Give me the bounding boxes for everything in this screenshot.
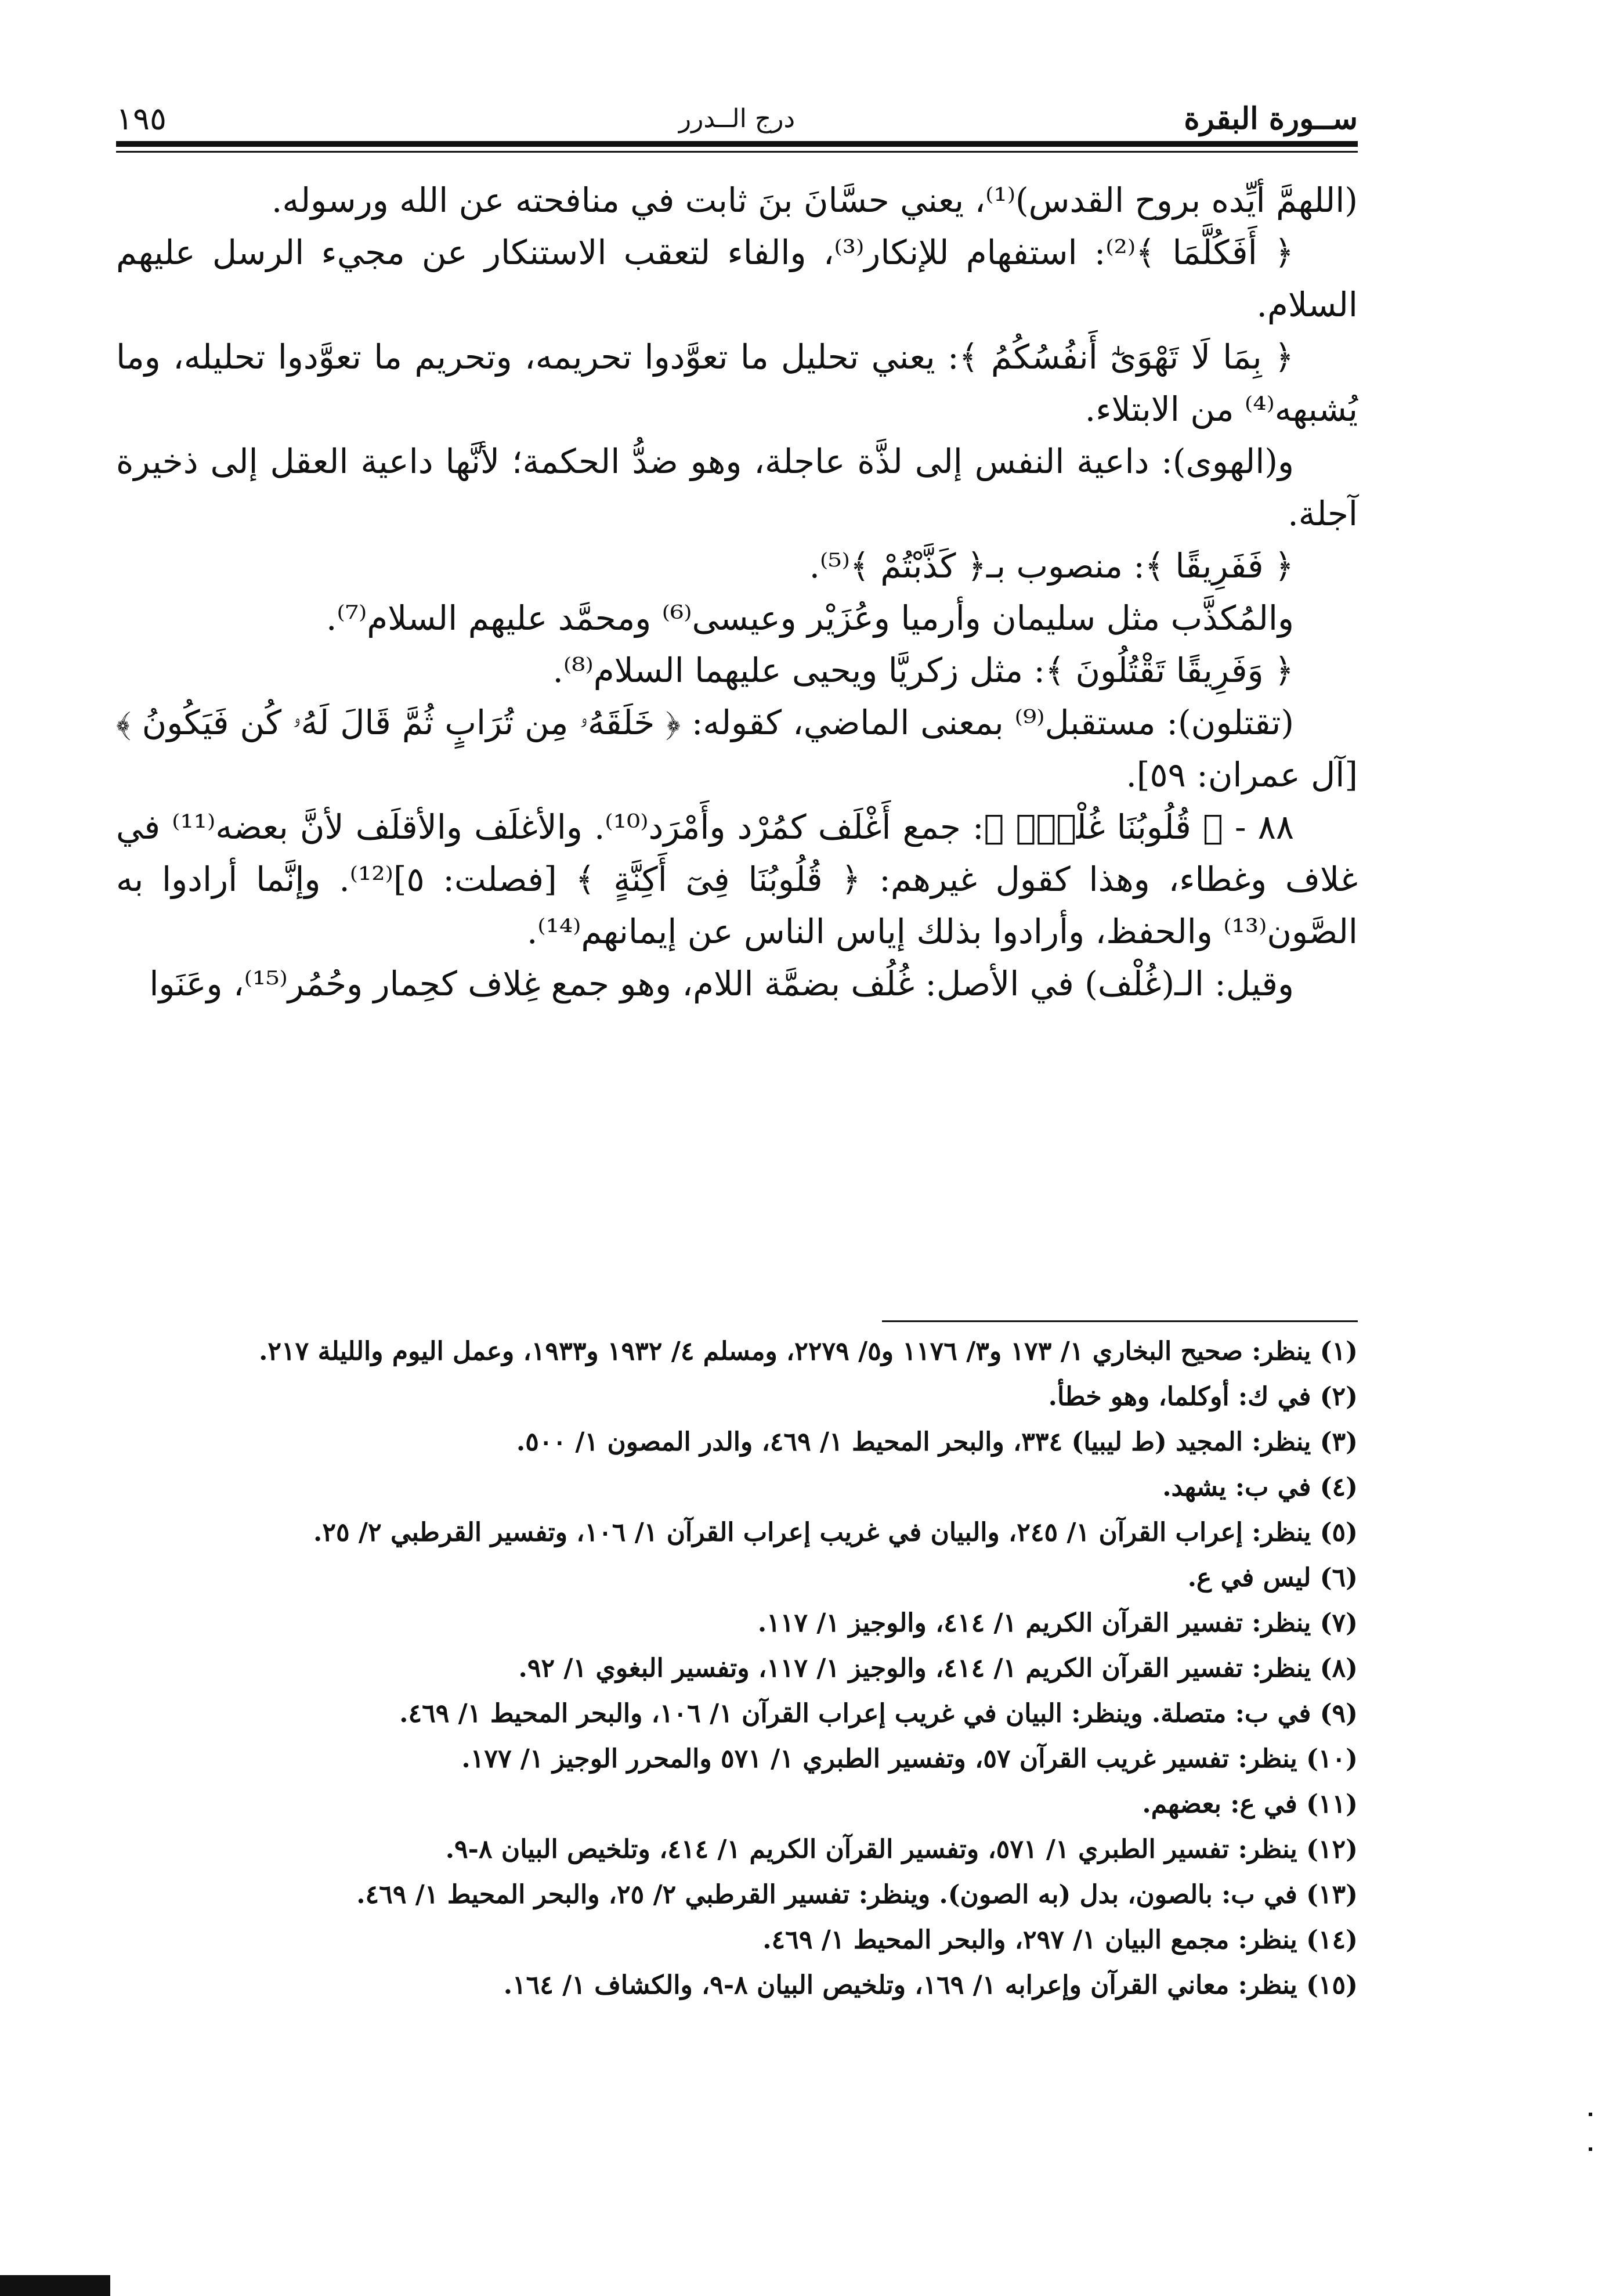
book-title: درج الــدرر	[678, 104, 796, 133]
main-text	[116, 174, 1358, 1010]
paragraph-8: (تقتلون): مستقبل⁽⁹⁾ بمعنى الماضي، كقوله: ﴿ خَلَقَهُۥ مِن تُرَابٍ ثُمَّ قَالَ لَهُۥ كُن فَيَكُونُ ﴾ [آل عمران: ٥٩].	[116, 703, 1358, 795]
footnote-1: (١) ينظر: صحيح البخاري ١/ ١٧٣ و٣/ ١١٧٦ و٥/ ٢٢٧٩، ومسلم ٤/ ١٩٣٢ و١٩٣٣، وعمل اليوم والليلة ٢١٧.	[259, 1337, 1358, 1366]
paragraph-7: ﴿ وَفَرِيقًا تَقْتُلُونَ ﴾: مثل زكريَّا ويحيى عليهما السلام⁽⁸⁾.	[552, 651, 1294, 690]
paragraph-10: وقيل: الـ(غُلْف) في الأصل: غُلُف بضمَّة اللام، وهو جمع غِلاف كحِمار وحُمُر⁽¹⁵⁾، وعَنَوا	[149, 964, 1294, 1003]
footnote-7: (٧) ينظر: تفسير القرآن الكريم ١/ ٤١٤، والوجيز ١/ ١١٧.	[757, 1608, 1358, 1638]
footnote-6: (٦) ليس في ع.	[1187, 1563, 1358, 1593]
page-header	[116, 99, 1358, 139]
paragraph-4: و(الهوى): داعية النفس إلى لذَّة عاجلة، وهو ضدُّ الحكمة؛ لأنَّها داعية العقل إلى ذخيرة آجلة.	[116, 442, 1358, 533]
surah-title: ســورة البقرة	[1184, 101, 1358, 136]
scan-speck	[1589, 2147, 1592, 2151]
footnote-3: (٣) ينظر: المجيد (ط ليبيا) ٣٣٤، والبحر المحيط ١/ ٤٦٩، والدر المصون ١/ ٥٠٠.	[516, 1427, 1358, 1457]
footnotes	[116, 1329, 1358, 2008]
footnote-2: (٢) في ك: أوكلما، وهو خطأ.	[1048, 1382, 1358, 1411]
scan-edge-mark	[0, 2275, 110, 2296]
footnote-11: (١١) في ع: بعضهم.	[1142, 1789, 1358, 1819]
paragraph-1: (اللهمَّ أيِّده بروح القدس)⁽¹⁾، يعني حسَّانَ بنَ ثابت في منافحته عن الله ورسوله.	[271, 180, 1358, 220]
paragraph-5: ﴿ فَفَرِيقًا ﴾: منصوب بـ﴿ كَذَّبْتُمْ ﴾⁽⁵⁾.	[809, 546, 1294, 586]
footnote-8: (٨) ينظر: تفسير القرآن الكريم ١/ ٤١٤، والوجيز ١/ ١١٧، وتفسير البغوي ١/ ٩٢.	[518, 1654, 1358, 1683]
page-number: ١٩٥	[116, 100, 167, 137]
footnote-13: (١٣) في ب: بالصون، بدل (به الصون). وينظر: تفسير القرطبي ٢/ ٢٥، والبحر المحيط ١/ ٤٦٩.	[356, 1880, 1358, 1909]
footnote-5: (٥) ينظر: إعراب القرآن ١/ ٢٤٥، والبيان في غريب إعراب القرآن ١/ ١٠٦، وتفسير القرطبي ٢/ ٢٥.	[313, 1518, 1358, 1547]
footnote-12: (١٢) ينظر: تفسير الطبري ١/ ٥٧١، وتفسير القرآن الكريم ١/ ٤١٤، وتلخيص البيان ٨-٩.	[445, 1835, 1358, 1864]
scan-speck	[1589, 2113, 1592, 2116]
footnote-14: (١٤) ينظر: مجمع البيان ١/ ٢٩٧، والبحر المحيط ١/ ٤٦٩.	[762, 1925, 1358, 1955]
paragraph-2: ﴿ أَفَكُلَّمَا ﴾⁽²⁾: استفهام للإنكار⁽³⁾، والفاء لتعقب الاستنكار عن مجيء الرسل عليهم السلام.	[116, 233, 1358, 324]
paragraph-6: والمُكذَّب مثل سليمان وأرميا وعُزَيْر وعيسى⁽⁶⁾ ومحمَّد عليهم السلام⁽⁷⁾.	[326, 598, 1294, 638]
header-rule-thick	[116, 141, 1358, 147]
paragraph-3: ﴿ بِمَا لَا تَهْوَىٰٓ أَنفُسُكُمُ ﴾: يعني تحليل ما تعوَّدوا تحريمه، وتحريم ما تعوَّدوا تحليله، وما يُشبهه⁽⁴⁾ من الابتلاء.	[116, 337, 1358, 429]
footnote-separator	[882, 1320, 1358, 1322]
footnote-15: (١٥) ينظر: معاني القرآن وإعرابه ١/ ١٦٩، وتلخيص البيان ٨-٩، والكشاف ١/ ١٦٤.	[503, 1970, 1358, 2000]
header-rule-thin	[116, 151, 1358, 153]
paragraph-9: ٨٨ - ﴿ قُلُوبُنَا غُلْفٌۢ ﴾: جمع أَغْلَف كمُرْد وأَمْرَد⁽¹⁰⁾. والأغلَف والأقلَف لأنَّ بعضه⁽¹¹⁾ في غلاف وغطاء، وهذا كقول غيرهم: ﴿ قُلُوبُنَا فِىٓ أَكِنَّةٍ ﴾ [فصلت: ٥]⁽¹²⁾. وإنَّما أرادوا به الصَّون⁽¹³⁾ والحفظ، وأرادوا بذلك إياس الناس عن إيمانهم⁽¹⁴⁾.	[116, 807, 1358, 951]
footnote-9: (٩) في ب: متصلة. وينظر: البيان في غريب إعراب القرآن ١/ ١٠٦، والبحر المحيط ١/ ٤٦٩.	[399, 1699, 1358, 1728]
footnote-4: (٤) في ب: يشهد.	[1162, 1472, 1358, 1502]
footnote-10: (١٠) ينظر: تفسير غريب القرآن ٥٧، وتفسير الطبري ١/ ٥٧١ والمحرر الوجيز ١/ ١٧٧.	[461, 1744, 1358, 1774]
